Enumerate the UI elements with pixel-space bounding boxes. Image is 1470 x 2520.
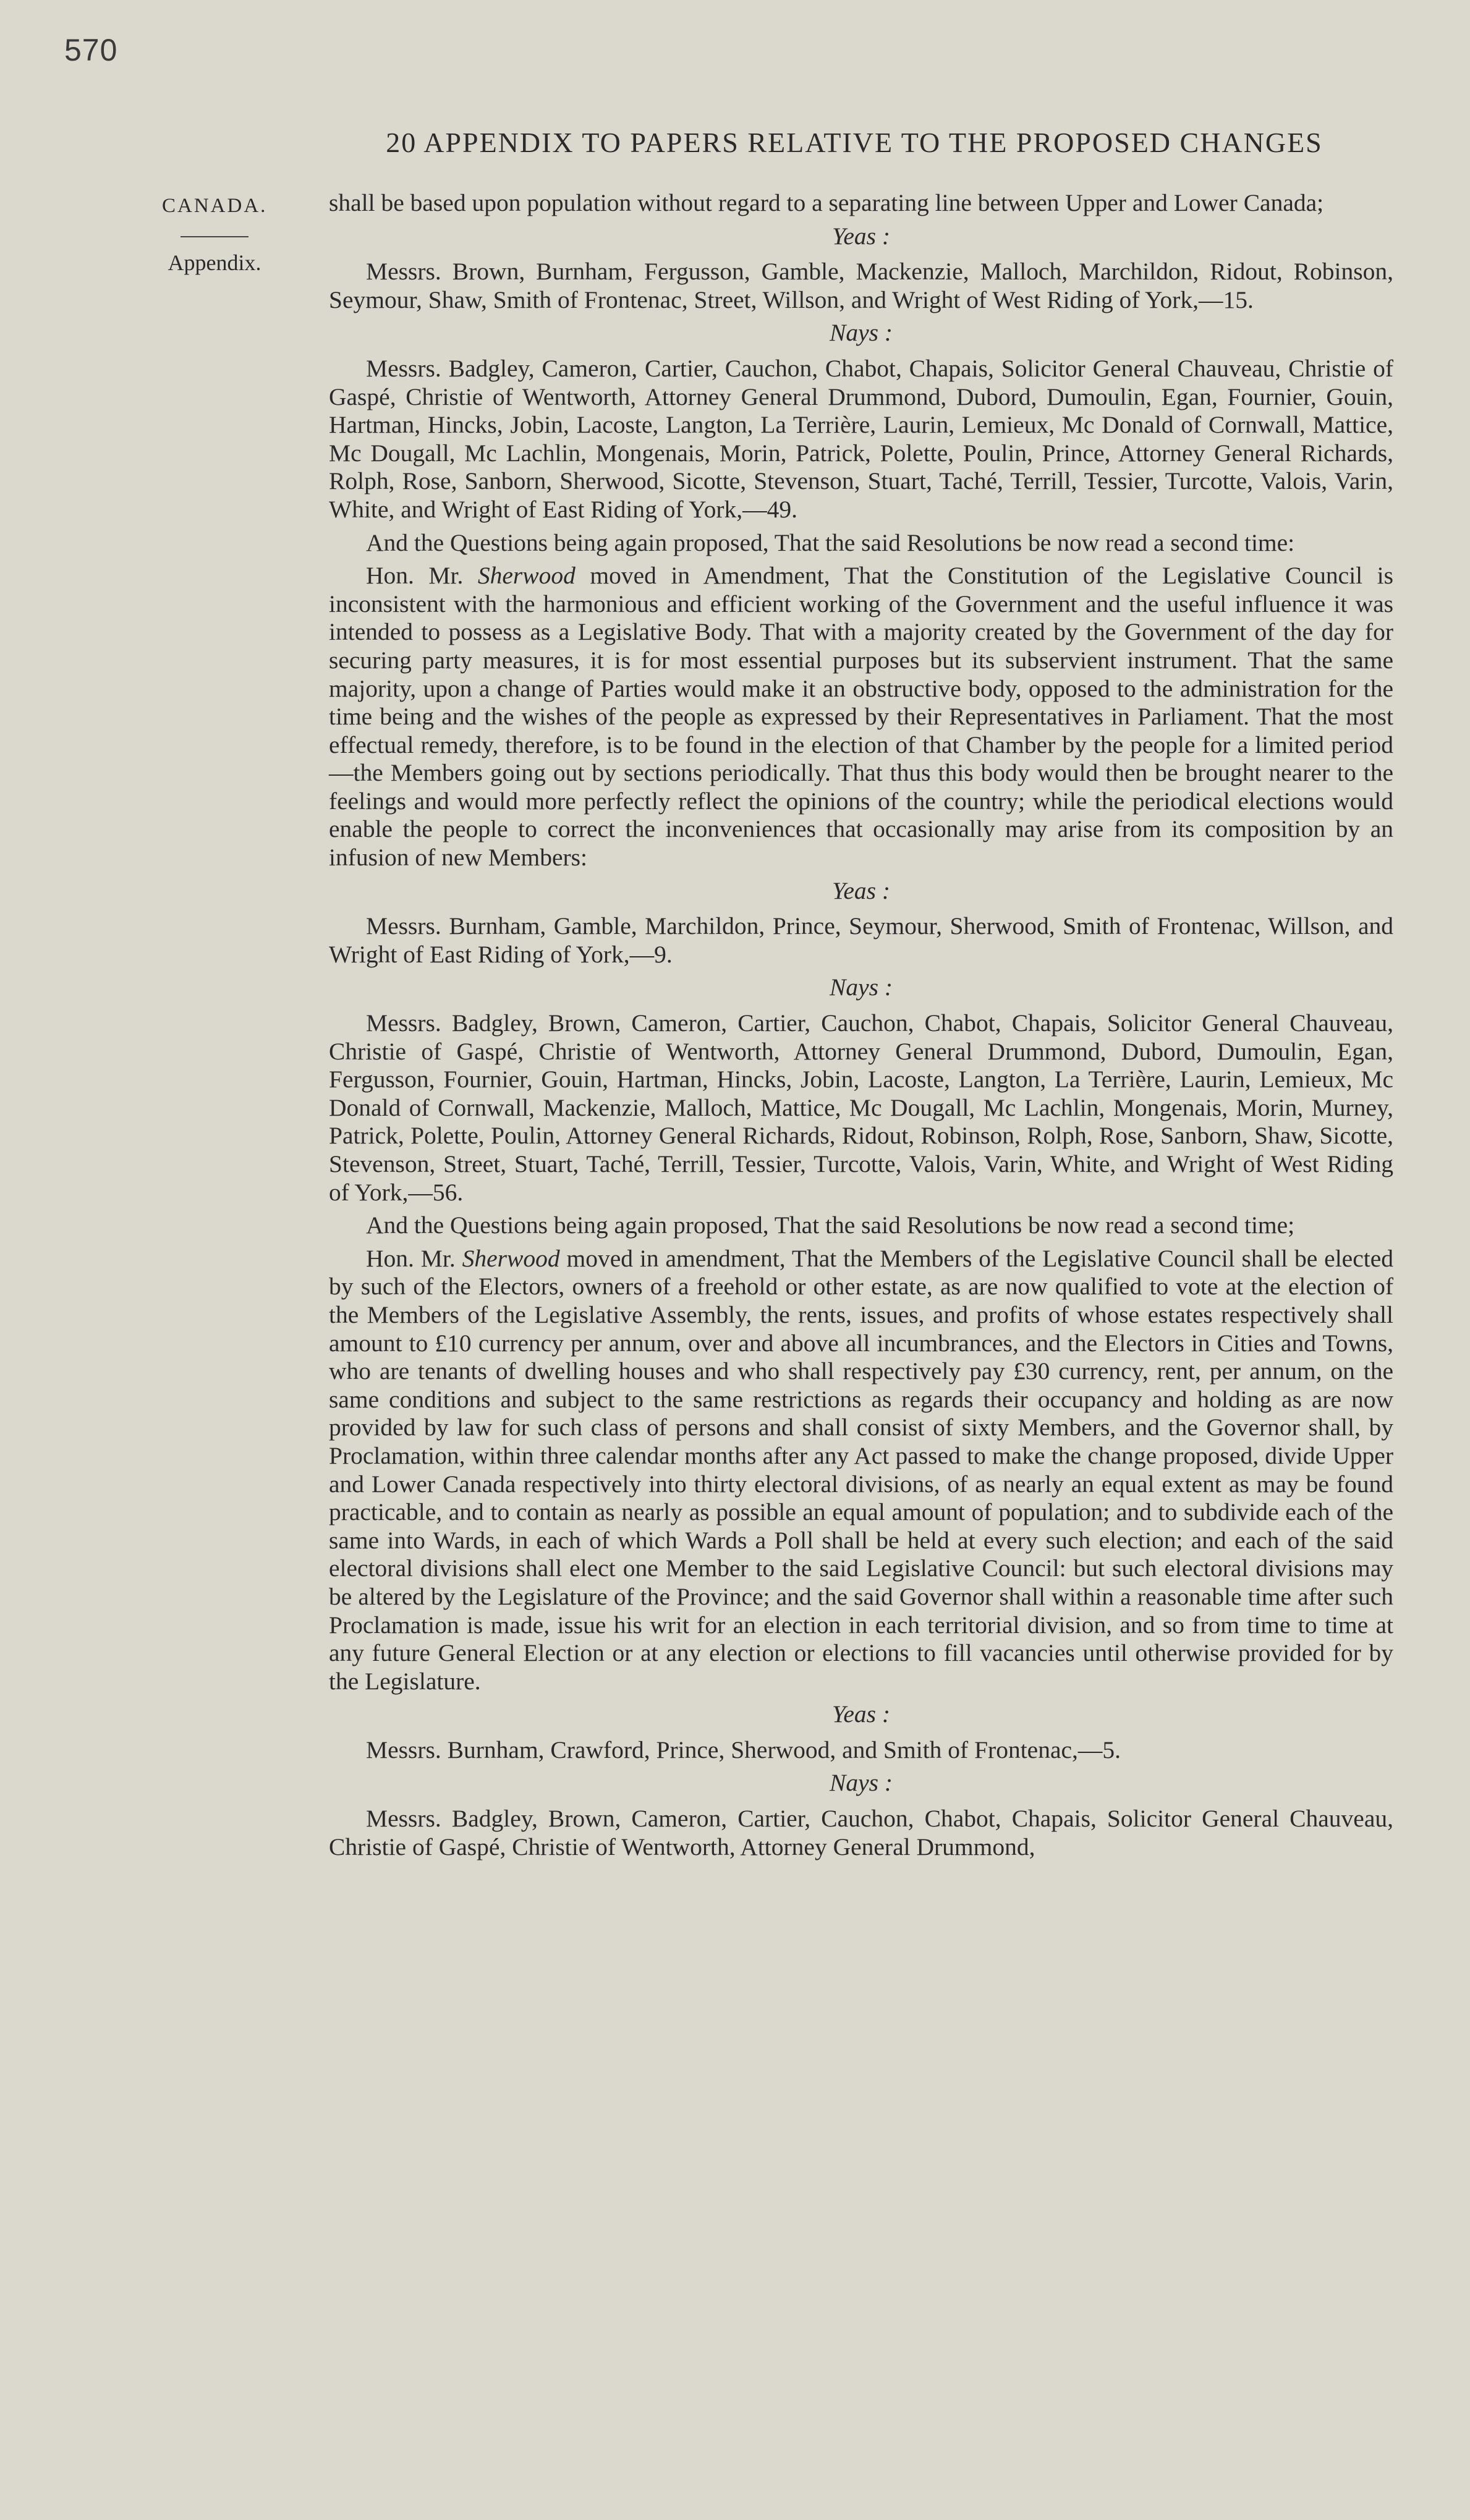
vote-heading-yeas: Yeas : (831, 876, 891, 904)
paragraph: Messrs. Badgley, Brown, Cameron, Cartier, Cauchon, Chabot, Chapais, Solicitor General Chauveau, Christie of Gaspé, Christie of Wentworth, Attorney General Drummond, (329, 1805, 1393, 1860)
paragraph: Messrs. Badgley, Cameron, Cartier, Cauchon, Chabot, Chapais, Solicitor General Chauveau, Christie of Gaspé, Christie of Wentworth, Attorney General Drummond, Dubord, Dumoulin, Egan, Fournier, Gouin, Hartman, Hincks, Jobin, Lacoste, Langton, La Terrière, Laurin, Lemieux, Mc Donald of Cornwall, Mattice, Mc Dougall, Mc Lachlin, Mongenais, Morin, Patrick, Polette, Poulin, Prince, Attorney General Richards, Rolph, Rose, Sanborn, Sherwood, Sicotte, Stevenson, Stuart, Taché, Terrill, Tessier, Turcotte, Valois, Varin, White, and Wright of East Riding of York,—49. (329, 354, 1393, 523)
motion-text: moved in amendment, That the Members of the Legislative Council shall be elected by such of the Electors, owners of a freehold or other estate, as are now qualified to vote at the election of the Members of the Legislative Assembly, the rents, issues, and profits of whose estates respectively shall amount to £10 currency per annum, over and above all incumbrances, and the Electors in Cities and Towns, who are tenants of dwelling houses and who shall respectively pay £30 currency, rent, per annum, on the same conditions and subject to the same restrictions as regards their occupancy and holding as are now provided by law for such class of persons and shall consist of sixty Members, and the Governor shall, by Proclamation, within three calendar months after any Act passed to make the change proposed, divide Upper and Lower Canada respectively into thirty electoral divisions, of as nearly an equal extent as may be found practicable, and to contain as nearly as possible an equal amount of population; and to subdivide each of the same into Wards, in each of which Wards a Poll shall be held at every such election; and each of the said electoral divisions shall elect one Member to the said Legislative Council: but such electoral divisions may be altered by the Legislature of the Province; and the said Governor shall within a reasonable time after such Proclamation is made, issue his writ for an election in each territorial division, and so from time to time at any future General Election or at any election or elections to fill vacancies until otherwise provided for by the Legislature. (329, 1244, 1393, 1695)
paragraph: And the Questions being again proposed, That the said Resolutions be now read a second time: (366, 528, 1295, 556)
vote-heading-yeas: Yeas : (831, 222, 891, 250)
vote-heading-nays: Nays : (829, 319, 893, 347)
paragraph: And the Questions being again proposed, That the said Resolutions be now read a second time; (366, 1211, 1295, 1239)
margin-canada: CANADA. (162, 195, 268, 217)
motion-text: moved in Amendment, That the Constitution of the Legislative Council is inconsistent with the harmonious and efficient working of the Government and the useful influence it was intended to possess as a Legislative Body. That with a majority created by the Government of the day for securing party measures, it is for most essential purposes but its subservient instrument. That the same majority, upon a change of Parties would make it an obstructive body, opposed to the administration for the time being and the wishes of the people as expressed by their Representatives in Parliament. That the most effectual remedy, therefore, is to be found in the election of that Chamber by the people for a limited period—the Members going out by sections periodically. That thus this body would then be brought nearer to the feelings and would more perfectly reflect the opinions of the country; while the periodical elections would enable the people to correct the inconveniences that occasionally may arise from its composition by an infusion of new Members: (329, 562, 1393, 872)
vote-heading-yeas: Yeas : (831, 1700, 891, 1728)
paragraph: Messrs. Badgley, Brown, Cameron, Cartier, Cauchon, Chabot, Chapais, Solicitor General Chauveau, Christie of Gaspé, Christie of Wentworth, Attorney General Drummond, Dubord, Dumoulin, Egan, Fergusson, Fournier, Gouin, Hartman, Hincks, Jobin, Lacoste, Langton, La Terrière, Laurin, Lemieux, Mc Donald of Cornwall, Mackenzie, Malloch, Mattice, Mc Dougall, Mc Lachlin, Mongenais, Morin, Murney, Patrick, Polette, Poulin, Attorney General Richards, Ridout, Robinson, Rolph, Rose, Sanborn, Shaw, Sicotte, Stevenson, Street, Stuart, Taché, Terrill, Tessier, Turcotte, Valois, Varin, White, and Wright of West Riding of York,—56. (329, 1009, 1393, 1206)
member-name: Sherwood (462, 1244, 560, 1272)
body-text (329, 189, 1393, 1866)
motion-prefix: Hon. Mr. (366, 1244, 462, 1272)
paragraph: Messrs. Brown, Burnham, Fergusson, Gamble, Mackenzie, Malloch, Marchildon, Ridout, Robinson, Seymour, Shaw, Smith of Frontenac, Street, Willson, and Wright of West Riding of York,—15. (329, 258, 1393, 313)
margin-appendix: Appendix. (168, 250, 261, 275)
vote-heading-nays: Nays : (829, 974, 893, 1001)
paragraph: Messrs. Burnham, Gamble, Marchildon, Prince, Seymour, Sherwood, Smith of Frontenac, Willson, and Wright of East Riding of York,—9. (329, 912, 1393, 968)
motion-paragraph (329, 562, 1393, 872)
motion-paragraph (329, 1245, 1393, 1696)
running-head: 20 APPENDIX TO PAPERS RELATIVE TO THE PROPOSED CHANGES (386, 127, 1323, 158)
vote-heading-nays: Nays : (829, 1769, 893, 1797)
motion-prefix: Hon. Mr. (366, 562, 478, 590)
member-name: Sherwood (477, 562, 576, 590)
margin-rule (181, 236, 249, 237)
margin-note (162, 192, 267, 277)
paragraph: shall be based upon population without regard to a separating line between Upper and Lower Canada; (329, 189, 1324, 216)
page-number: 570 (64, 33, 118, 67)
paragraph: Messrs. Burnham, Crawford, Prince, Sherwood, and Smith of Frontenac,—5. (366, 1736, 1121, 1763)
